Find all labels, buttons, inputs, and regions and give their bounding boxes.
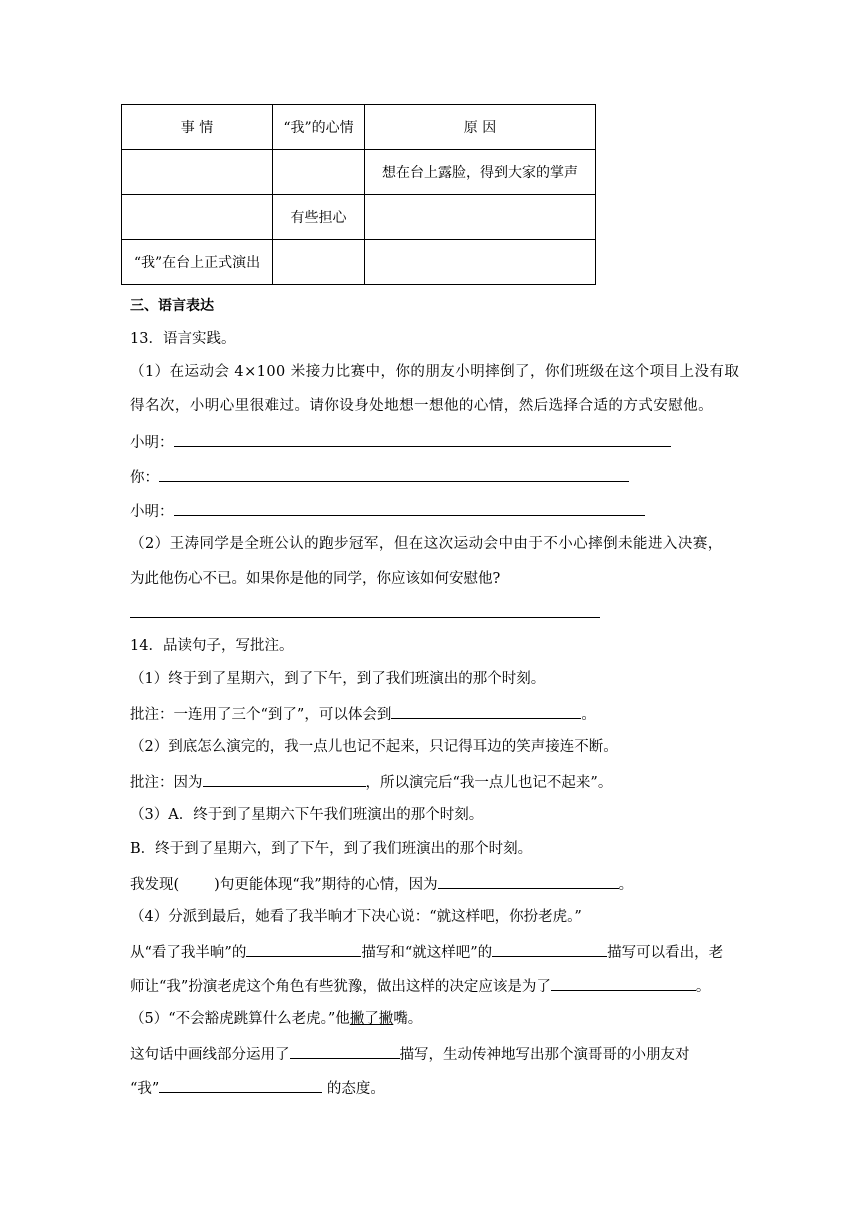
table-cell-answer[interactable] — [273, 240, 365, 285]
q14-sentence-2: （2）到底怎么演完的，我一点儿也记不起来，只记得耳边的笑声接连不断。 — [130, 739, 618, 755]
note-text: ，所以演完后“我一点儿也记不起来”。 — [365, 775, 613, 791]
note-text: 的态度。 — [322, 1081, 385, 1097]
table-row — [122, 240, 596, 285]
q14-line-4a — [130, 941, 723, 963]
note-text: )句更能体现“我”期待的心情，因为 — [214, 877, 438, 893]
q14-option-b: B．终于到了星期六，到了下午，到了我们班演出的那个时刻。 — [130, 841, 533, 857]
note-text: 批注：一连用了三个“到了”，可以体会到 — [130, 707, 392, 723]
answer-blank[interactable] — [438, 873, 619, 889]
answer-blank[interactable] — [290, 1043, 400, 1059]
note-text: 描写可以看出，老 — [607, 945, 724, 961]
q14-question-3 — [130, 873, 633, 895]
q14-note-2 — [130, 771, 612, 793]
q14-line-5a — [130, 1043, 690, 1065]
answer-blank[interactable] — [492, 941, 607, 957]
speaker-label: 你： — [130, 470, 159, 486]
q14-option-a: （3）A．终于到了星期六下午我们班演出的那个时刻。 — [130, 807, 484, 823]
q14-sentence-4: （4）分派到最后，她看了我半晌才下决心说：“就这样吧，你扮老虎。” — [130, 909, 582, 925]
header-mood: “我”的心情 — [273, 105, 365, 150]
speaker-label: 小明： — [130, 504, 174, 520]
q14-note-1 — [130, 703, 596, 725]
underlined-phrase: 撇了撇 — [349, 1011, 394, 1027]
table-cell-answer[interactable] — [273, 150, 365, 195]
note-text: 。 — [618, 877, 634, 893]
note-text: （5）“不会豁虎跳算什么老虎。”他 — [130, 1011, 350, 1027]
table-header-row — [122, 105, 596, 150]
answer-blank[interactable] — [391, 703, 581, 719]
note-text: 嘴。 — [393, 1011, 423, 1027]
answer-blank[interactable] — [246, 941, 361, 957]
answer-blank[interactable] — [203, 771, 366, 787]
table-cell-answer[interactable] — [122, 150, 273, 195]
table-row — [122, 150, 596, 195]
answer-blank[interactable] — [174, 500, 645, 516]
header-event: 事 情 — [122, 105, 273, 150]
note-text: 师让“我”扮演老虎这个角色有些犹豫，做出这样的决定应该是为了 — [130, 979, 551, 995]
answer-blank[interactable] — [551, 975, 696, 991]
note-text: 这句话中画线部分运用了 — [130, 1047, 290, 1063]
note-text: 描写，生动传神地写出那个演哥哥的小朋友对 — [399, 1047, 690, 1063]
answer-line[interactable] — [130, 617, 600, 618]
table-cell-answer[interactable] — [365, 240, 596, 285]
table-cell-answer[interactable] — [365, 195, 596, 240]
note-text: 批注：因为 — [130, 775, 203, 791]
q14-line-4b — [130, 975, 710, 997]
note-text: 。 — [581, 707, 596, 723]
dialog-line-xiaoming — [130, 431, 671, 453]
note-text: 我发现( — [130, 877, 180, 893]
q13-part2-line1: （2）王涛同学是全班公认的跑步冠军，但在这次运动会中由于不小心摔倒未能进入决赛， — [130, 536, 723, 552]
dialog-line-xiaoming — [130, 500, 645, 522]
q14-sentence-5 — [130, 1009, 422, 1029]
question-14-title: 14．品读句子，写批注。 — [130, 638, 294, 654]
table-row — [122, 195, 596, 240]
emotion-table — [121, 104, 596, 285]
table-cell: 想在台上露脸，得到大家的掌声 — [365, 150, 596, 195]
speaker-label: 小明： — [130, 435, 174, 451]
q13-part2-line2: 为此他伤心不已。如果你是他的同学，你应该如何安慰他? — [130, 571, 501, 587]
question-13-title: 13．语言实践。 — [130, 331, 236, 347]
answer-blank[interactable] — [159, 466, 629, 482]
note-text: 描写和“就这样吧”的 — [361, 945, 493, 961]
answer-blank[interactable] — [174, 431, 671, 447]
table-cell-answer[interactable] — [122, 195, 273, 240]
note-text: “我” — [130, 1081, 160, 1097]
table-cell: 有些担心 — [273, 195, 365, 240]
dialog-line-you — [130, 466, 629, 488]
q14-line-5b — [130, 1077, 385, 1099]
header-reason: 原 因 — [365, 105, 596, 150]
q14-sentence-1: （1）终于到了星期六，到了下午，到了我们班演出的那个时刻。 — [130, 671, 546, 687]
note-text: 从“看了我半晌”的 — [130, 945, 247, 961]
note-text: 。 — [695, 979, 711, 995]
answer-blank[interactable] — [159, 1077, 322, 1093]
section-title: 三、语言表达 — [130, 298, 214, 314]
table-cell: “我”在台上正式演出 — [122, 240, 273, 285]
q13-part1-line1: （1）在运动会 4×100 米接力比赛中，你的朋友小明摔倒了，你们班级在这个项目上没有取 — [130, 364, 740, 380]
q13-part1-line2: 得名次，小明心里很难过。请你设身处地想一想他的心情，然后选择合适的方式安慰他。 — [130, 398, 714, 414]
